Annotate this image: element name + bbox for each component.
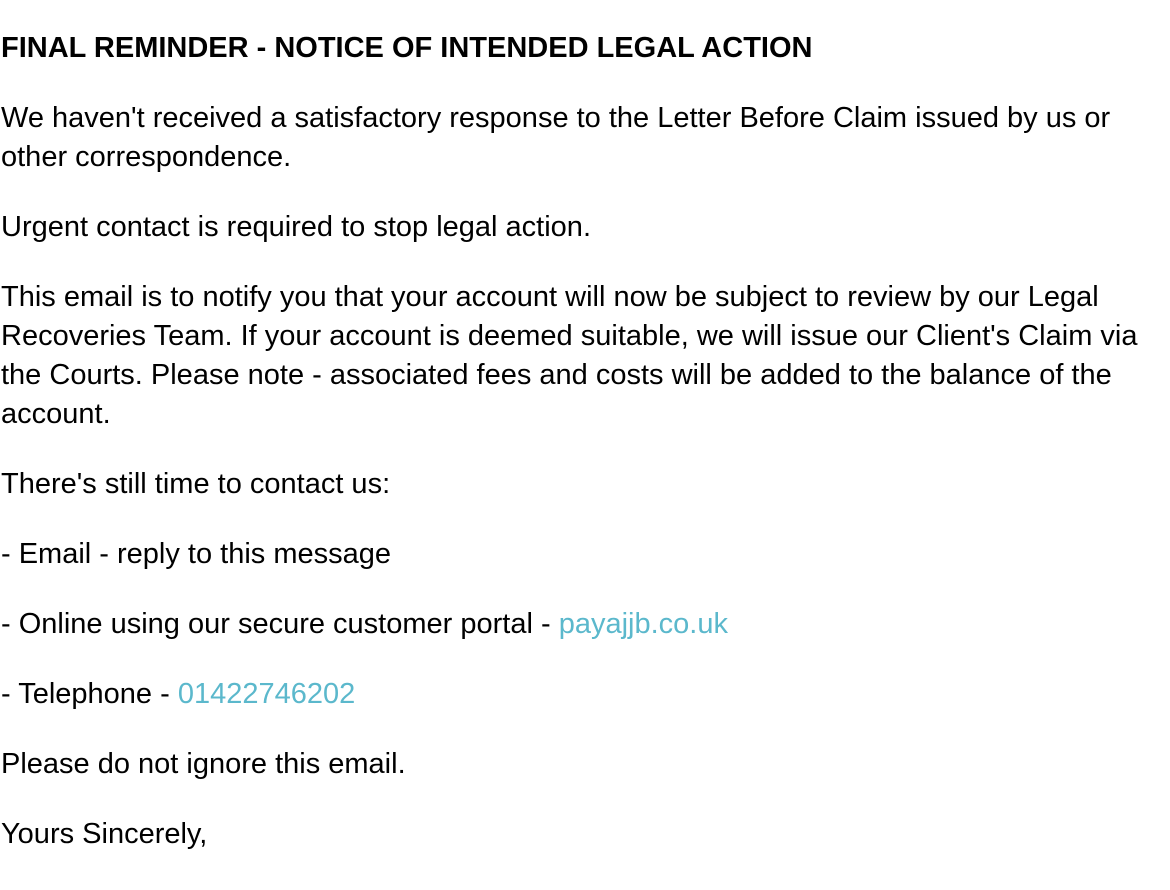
contact-online-prefix: - Online using our secure customer portal - bbox=[1, 608, 559, 640]
contact-phone-prefix: - Telephone - bbox=[1, 678, 178, 710]
paragraph-legal-review: This email is to notify you that your account will now be subject to review by our Legal Recoveries Team. If your account is deemed suitable, we will issue our Client's Claim via the Courts. Please note - associated fees and costs will be added to the balance of the account. bbox=[1, 281, 1138, 430]
paragraph-no-response: We haven't received a satisfactory response to the Letter Before Claim issued by us or other correspondence. bbox=[1, 102, 1111, 173]
contact-online-line bbox=[1, 605, 1170, 644]
paragraph-do-not-ignore: Please do not ignore this email. bbox=[1, 748, 406, 780]
paragraph-urgent-contact: Urgent contact is required to stop legal action. bbox=[1, 211, 591, 243]
contact-email-line: - Email - reply to this message bbox=[1, 538, 392, 570]
contact-phone-line bbox=[1, 675, 1170, 714]
email-heading: FINAL REMINDER - NOTICE OF INTENDED LEGAL ACTION bbox=[1, 32, 813, 64]
paragraph-contact-intro: There's still time to contact us: bbox=[1, 468, 391, 500]
signoff: Yours Sincerely, bbox=[1, 818, 208, 850]
portal-link[interactable]: payajjb.co.uk bbox=[558, 608, 728, 640]
phone-link[interactable]: 01422746202 bbox=[177, 678, 356, 710]
